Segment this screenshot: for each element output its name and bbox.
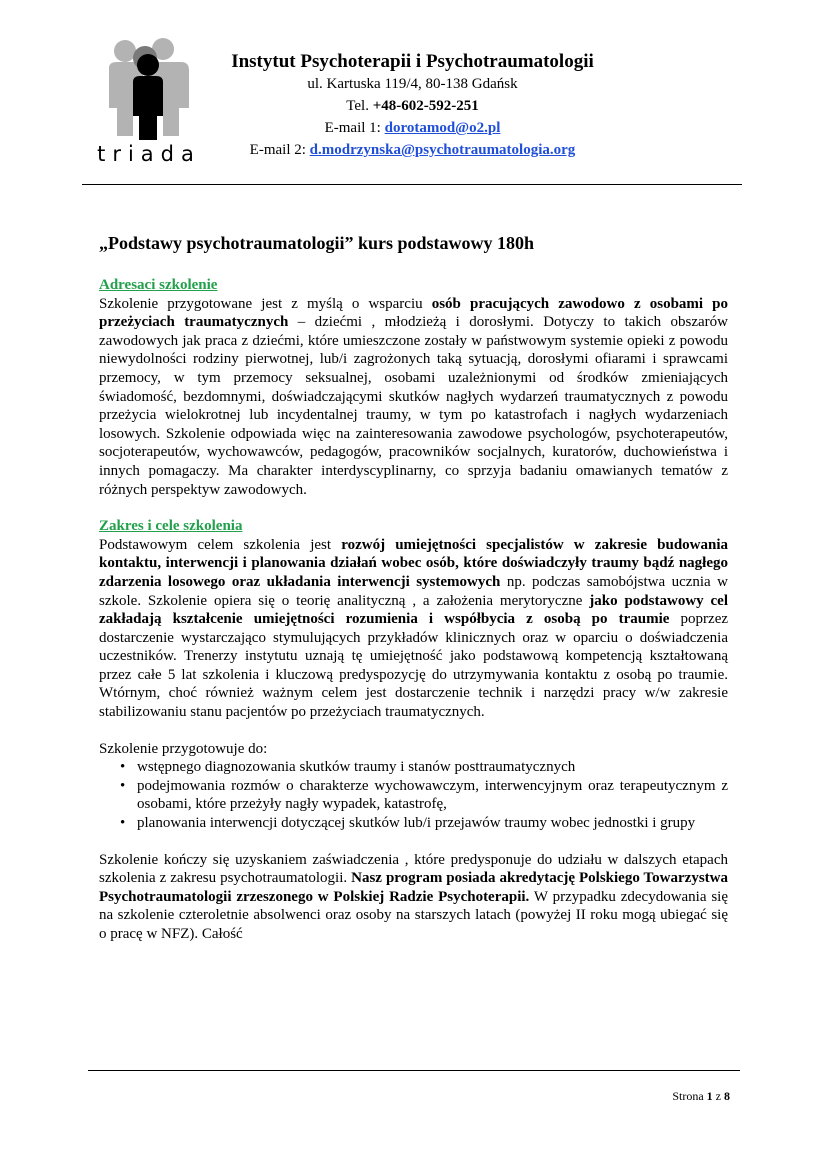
- page-number: [672, 1089, 730, 1104]
- institute-name: Instytut Psychoterapii i Psychotraumatologii: [231, 51, 594, 72]
- page-separator: z: [712, 1089, 724, 1103]
- bold-text-run: rozwój umiejętności specjalistów w zakresie budowania kontaktu, interwencji i planowania działań wobec osób, które doświadczyły traumy bądź nagłego zdarzenia losowego oraz układania interwencji systemowych: [99, 536, 729, 590]
- total-pages: 8: [724, 1089, 730, 1103]
- figures-icon: [93, 38, 205, 142]
- text-run: Szkolenie przygotowane jest z myślą o wsparciu: [99, 295, 432, 312]
- institute-email-1: [205, 117, 620, 139]
- logo-text: triada: [97, 142, 201, 166]
- text-run: Szkolenie kończy się uzyskaniem zaświadczenia , które predysponuje do udziału w dalszych etapach szkolenia z zakresu psychotraumatologii.: [99, 851, 728, 887]
- course-title: „Podstawy psychotraumatologii” kurs podstawowy 180h: [99, 233, 535, 253]
- audience-paragraph: [99, 295, 728, 500]
- text-run: W przypadku zdecydowania się na szkolenie czteroletnie absolwenci oraz osoby na starszych latach (powyżej II roku mogą ubiegać się o pracę w NFZ). Całość: [99, 888, 728, 942]
- bold-text-run: Nasz program posiada akredytację Polskiego Towarzystwa Psychotraumatologii zrzeszonego w Polskiej Radzie Psychoterapii.: [99, 870, 728, 905]
- current-page: 1: [706, 1089, 713, 1103]
- email-2-label: E-mail 2:: [249, 142, 310, 158]
- scope-paragraph: [99, 536, 728, 722]
- institute-phone: [205, 95, 620, 117]
- list-item: • podejmowania rozmów o charakterze wychowawczym, interwencyjnym oraz terapeutycznym z osobami, które przeżyły nagły wypadek, katastrofę,: [99, 777, 728, 814]
- institute-address: ul. Kartuska 119/4, 80-138 Gdańsk: [307, 76, 518, 92]
- list-item: • planowania interwencji dotyczącej skutków lub/i przejawów traumy wobec jednostki i grupy: [99, 814, 728, 833]
- header-divider: [82, 184, 742, 185]
- email-1-label: E-mail 1:: [324, 120, 385, 136]
- spacer: [99, 722, 728, 740]
- triada-logo: [93, 38, 205, 166]
- list-item: • wstępnego diagnozowania skutków traumy i stanów posttraumatycznych: [99, 758, 728, 777]
- phone-number: +48-602-592-251: [372, 98, 479, 114]
- bold-text-run: jako podstawowy cel zakładają kształcenie umiejętności rozumienia i współbycia z osobą po traumie: [99, 592, 728, 628]
- prepares-intro: Szkolenie przygotowuje do:: [99, 740, 268, 757]
- section-heading-scope: Zakres i cele szkolenia: [99, 518, 243, 535]
- text-run: Podstawowym celem szkolenia jest: [99, 536, 342, 553]
- footer-divider: [88, 1070, 740, 1071]
- text-run: poprzez dostarczenie wystarczająco stymulujących przykładów klinicznych oraz w oparciu o doświadczenia uczestników. Trenerzy instytutu uznają tę umiejętność jako podstawową kompetencją kształtowaną przez całe 5 lat szkolenia i kluczową predyspozycję do utrzymywania kontaktu z osobą po traumie. Wtórnym, choć również ważnym celem jest dostarczenie technik i narzędzi pracy w/w zakresie stabilizowaniu stanu pacjentów po przeżyciach traumatycznych.: [99, 611, 729, 721]
- page-label: Strona: [672, 1089, 707, 1103]
- email-1-link[interactable]: dorotamod@o2.pl: [384, 120, 501, 136]
- spacer: [99, 833, 728, 851]
- text-run: – dziećmi , młodzieżą i dorosłymi. Dotyczy to takich obszarów zawodowych jak praca z dziećmi, które umieszczone zostały w państwowym systemie opieki z powodu niewydolności rodziny pierwotnej, lub/i zagrożonych taką sytuacją, dorosłymi ofiarami i sprawcami przemocy, w tym przemocy seksualnej, osobami uzależnionymi od środków zmieniających świadomość, bezdomnymi, doświadczającymi skutków nagłych wydarzeń traumatycznych z powodu przeżycia wielokrotnej lub incydentalnej traumy, w tym po katastrofach i nagłych wydarzeniach losowych. Szkolenie odpowiada więc na zainteresowania zawodowe psychologów, psychoterapeutów, socjoterapeutów, wychowawców, pedagogów, pracowników socjalnych, kuratorów, duchowieństwa i innych pomagaczy. Ma charakter interdyscyplinarny, co sprzyja badaniu omawianych tematów z różnych perspektyw zawodowych.: [99, 314, 728, 498]
- section-heading-audience: Adresaci szkolenie: [99, 277, 218, 293]
- text-run: np. podczas samobójstwa ucznia w szkole. Szkolenie opiera się o teorię analityczną , a założenia merytoryczne: [99, 573, 728, 609]
- closing-paragraph: [99, 851, 728, 944]
- institute-email-2: [205, 139, 620, 161]
- bold-text-run: osób pracujących zawodowo z osobami po przeżyciach traumatycznych: [99, 295, 729, 331]
- email-2-link[interactable]: d.modrzynska@psychotraumatologia.org: [309, 142, 576, 158]
- institute-header: [205, 51, 620, 161]
- spacer: [99, 499, 728, 517]
- prepares-list: [99, 758, 728, 832]
- document-body: [99, 232, 728, 944]
- phone-label: Tel.: [346, 98, 373, 114]
